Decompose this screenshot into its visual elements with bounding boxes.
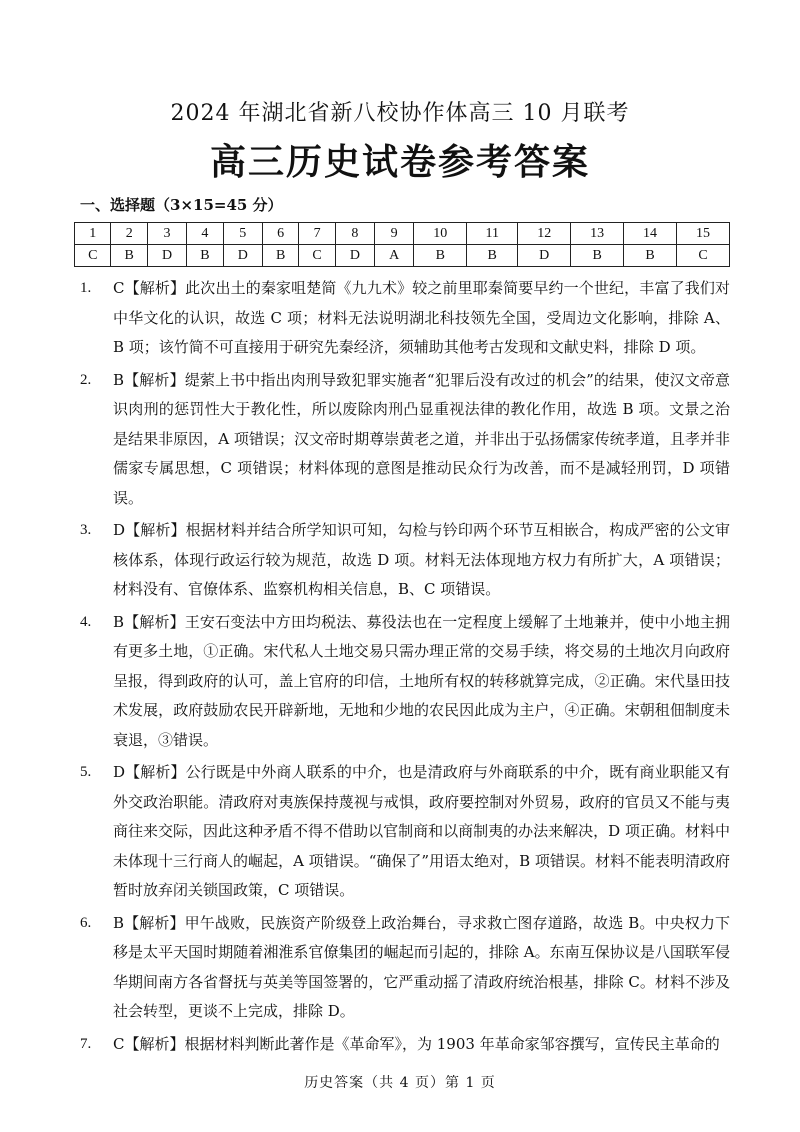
question-number: 6 bbox=[262, 223, 298, 245]
item-text: B【解析】王安石变法中方田均税法、募役法也在一定程度上缓解了土地兼并，使中小地主拥有更多土地，①正确。宋代私人土地交易只需办理正常的交易手续，将交易的土地次月向政府呈报，得到政府的认可，盖上官府的印信，土地所有权的转移就算完成，②正确。宋代垦田技术发展，政府鼓励农民开辟新地，无地和少地的农民因此成为主户，④正确。宋朝租佃制度未衰退，③错误。 bbox=[113, 612, 730, 749]
answer-letter: B bbox=[262, 245, 298, 267]
question-number: 2 bbox=[111, 223, 147, 245]
item-number: 6. bbox=[80, 914, 92, 931]
item-number: 2. bbox=[80, 371, 92, 388]
answer-letter: B bbox=[624, 245, 677, 267]
item-number: 1. bbox=[80, 280, 92, 296]
explanation-item bbox=[80, 1030, 730, 1060]
exam-subtitle: 2024 年湖北省新八校协作体高三 10 月联考 bbox=[170, 101, 630, 126]
item-number: 7. bbox=[80, 1035, 92, 1052]
answer-letter: B bbox=[187, 245, 223, 267]
question-number: 15 bbox=[676, 223, 729, 245]
answer-table-number-row bbox=[75, 223, 730, 245]
question-number: 13 bbox=[571, 223, 624, 245]
answer-letter: C bbox=[299, 245, 335, 267]
explanation-list bbox=[80, 274, 730, 1062]
explanation-item bbox=[80, 608, 730, 756]
answer-letter: C bbox=[676, 245, 729, 267]
answer-letter: D bbox=[223, 245, 262, 267]
answer-table-answer-row bbox=[75, 245, 730, 267]
item-text: D【解析】公行既是中外商人联系的中介，也是清政府与外商联系的中介，既有商业职能又有外交政治职能。清政府对夷族保持蔑视与戒惧，政府要控制对外贸易，政府的官员又不能与夷商往来交际，因此这种矛盾不得不借助以官制商和以商制夷的办法来解决，D 项正确。材料中未体现十三行商人的崛起，A 项错误。“确保了”用语太绝对，B 项错误。材料不能表明清政府暂时放弃闭关锁国政策，C 项错误。 bbox=[113, 763, 730, 899]
question-number: 1 bbox=[75, 223, 111, 245]
answer-letter: D bbox=[518, 245, 571, 267]
answer-letter: D bbox=[335, 245, 374, 267]
item-number: 5. bbox=[80, 764, 92, 780]
explanation-item bbox=[80, 274, 730, 363]
item-number: 4. bbox=[80, 613, 92, 630]
section-heading: 一、选择题（3×15=45 分） bbox=[80, 196, 283, 214]
item-text: C【解析】根据材料判断此著作是《革命军》，为 1903 年革命家邹容撰写，宣传民主革命的 bbox=[113, 1034, 720, 1053]
answer-letter: D bbox=[147, 245, 186, 267]
question-number: 9 bbox=[375, 223, 414, 245]
item-text: D【解析】根据材料并结合所学知识可知，勾检与钤印两个环节互相嵌合，构成严密的公文审核体系，体现行政运行较为规范，故选 D 项。材料无法体现地方权力有所扩大，A 项错误；材料没有、官僚体系、监察机构相关信息，B、C 项错误。 bbox=[113, 521, 730, 598]
question-number: 4 bbox=[187, 223, 223, 245]
answer-letter: C bbox=[75, 245, 111, 267]
item-text: B【解析】甲午战败，民族资产阶级登上政治舞台，寻求救亡图存道路，故选 B。中央权力下移是太平天国时期随着湘淮系官僚集团的崛起而引起的，排除 A。东南互保协议是八国联军侵华期间南方各省督抚与英美等国签署的，它严重动摇了清政府统治根基，排除 C。材料不涉及社会转型，更谈不上完成，排除 D。 bbox=[113, 913, 730, 1020]
question-number: 11 bbox=[467, 223, 518, 245]
question-number: 7 bbox=[299, 223, 335, 245]
question-number: 14 bbox=[624, 223, 677, 245]
question-number: 8 bbox=[335, 223, 374, 245]
explanation-item bbox=[80, 366, 730, 514]
item-number: 3. bbox=[80, 522, 92, 538]
page-title: 高三历史试卷参考答案 bbox=[209, 141, 590, 183]
answer-letter: B bbox=[571, 245, 624, 267]
answer-table bbox=[74, 222, 730, 267]
question-number: 5 bbox=[223, 223, 262, 245]
explanation-item bbox=[80, 758, 730, 906]
item-text: C【解析】此次出土的秦家咀楚简《九九术》较之前里耶秦简要早约一个世纪，丰富了我们对中华文化的认识，故选 C 项；材料无法说明湖北科技领先全国，受周边文化影响，排除 A、B 项；该竹简不可直接用于研究先秦经济，须辅助其他考古发现和文献史料，排除 D 项。 bbox=[113, 279, 730, 356]
question-number: 10 bbox=[414, 223, 467, 245]
explanation-item bbox=[80, 909, 730, 1027]
item-text: B【解析】缇萦上书中指出肉刑导致犯罪实施者“犯罪后没有改过的机会”的结果，使汉文帝意识肉刑的惩罚性大于教化性，所以废除肉刑凸显重视法律的教化作用，故选 B 项。文景之治是结果非原因，A 项错误；汉文帝时期尊崇黄老之道，并非出于弘扬儒家传统孝道，且孝并非儒家专属思想，C 项错误；材料体现的意图是推动民众行为改善，而不是减轻刑罚，D 项错误。 bbox=[113, 370, 730, 507]
question-number: 12 bbox=[518, 223, 571, 245]
answer-letter: A bbox=[375, 245, 414, 267]
page-footer: 历史答案（共 4 页）第 1 页 bbox=[304, 1075, 496, 1091]
question-number: 3 bbox=[147, 223, 186, 245]
answer-letter: B bbox=[111, 245, 147, 267]
answer-letter: B bbox=[414, 245, 467, 267]
answer-letter: B bbox=[467, 245, 518, 267]
explanation-item bbox=[80, 516, 730, 605]
